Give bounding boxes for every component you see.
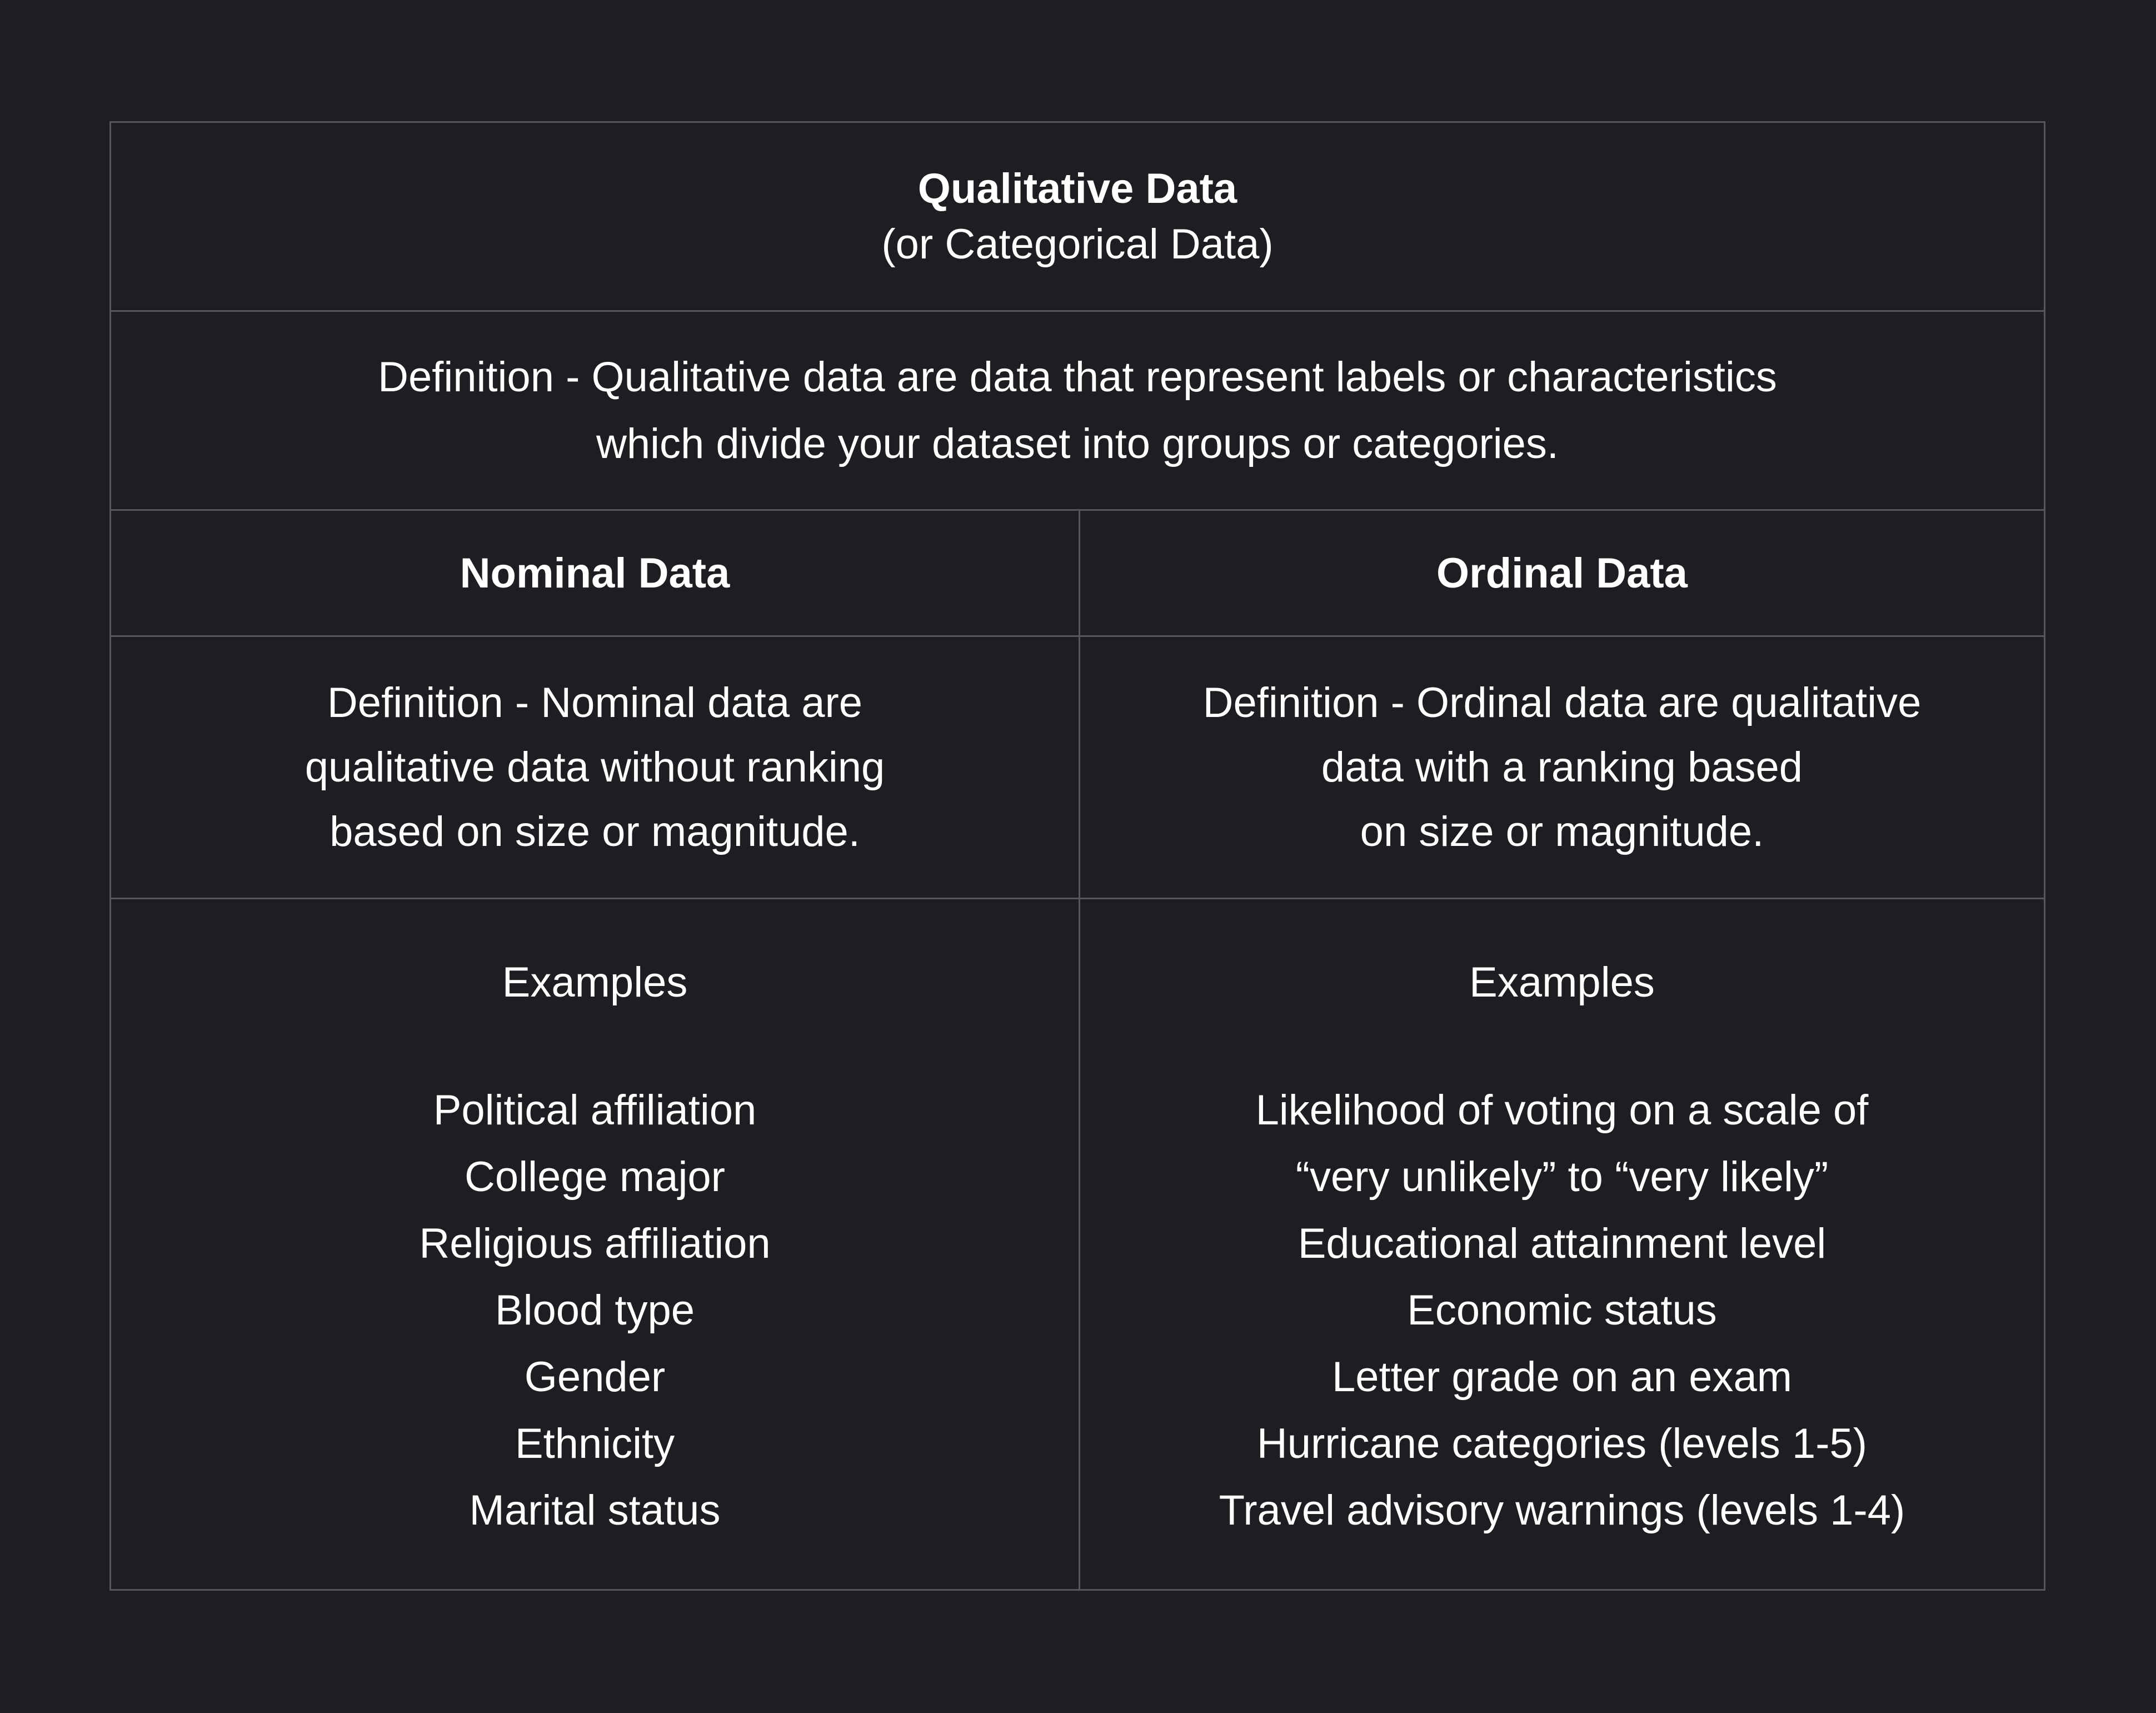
nominal-definition-line: qualitative data without ranking bbox=[305, 743, 885, 791]
list-item: Travel advisory warnings (levels 1-4) bbox=[1219, 1487, 1905, 1534]
list-item: Gender bbox=[524, 1353, 666, 1401]
definition-line: which divide your dataset into groups or categories. bbox=[596, 420, 1559, 467]
nominal-definition-line: based on size or magnitude. bbox=[330, 808, 860, 855]
list-item: College major bbox=[465, 1153, 725, 1201]
nominal-examples bbox=[111, 899, 1079, 1589]
nominal-definition bbox=[111, 637, 1079, 898]
ordinal-definition bbox=[1080, 637, 2044, 898]
list-item: Letter grade on an exam bbox=[1331, 1353, 1793, 1401]
nominal-heading-cell bbox=[111, 511, 1079, 635]
table-subtitle: (or Categorical Data) bbox=[881, 220, 1274, 268]
ordinal-heading-cell bbox=[1080, 511, 2044, 635]
table-title: Qualitative Data bbox=[917, 165, 1237, 212]
ordinal-examples-heading: Examples bbox=[1469, 959, 1655, 1006]
nominal-examples-list bbox=[419, 1077, 770, 1544]
list-item: Economic status bbox=[1407, 1287, 1717, 1334]
ordinal-examples-list bbox=[1219, 1077, 1905, 1544]
list-item: Blood type bbox=[495, 1287, 695, 1334]
list-item: Political affiliation bbox=[433, 1087, 757, 1134]
nominal-examples-heading: Examples bbox=[502, 959, 688, 1006]
list-item: Educational attainment level bbox=[1297, 1220, 1826, 1267]
list-item: “very unlikely” to “very likely” bbox=[1295, 1153, 1829, 1201]
list-item: Ethnicity bbox=[515, 1420, 675, 1467]
nominal-heading: Nominal Data bbox=[460, 549, 730, 597]
list-item: Religious affiliation bbox=[419, 1220, 771, 1267]
definition-line: Definition - Qualitative data are data that represent labels or characteristics bbox=[378, 353, 1777, 401]
table-header bbox=[111, 123, 2044, 310]
ordinal-definition-line: Definition - Ordinal data are qualitative bbox=[1202, 679, 1922, 726]
ordinal-examples bbox=[1080, 899, 2044, 1589]
ordinal-definition-line: on size or magnitude. bbox=[1360, 808, 1764, 855]
nominal-definition-line: Definition - Nominal data are bbox=[327, 679, 863, 726]
ordinal-definition-line: data with a ranking based bbox=[1321, 743, 1803, 791]
list-item: Hurricane categories (levels 1-5) bbox=[1256, 1420, 1868, 1467]
qualitative-data-table bbox=[109, 121, 2045, 1591]
list-item: Likelihood of voting on a scale of bbox=[1255, 1087, 1869, 1134]
ordinal-heading: Ordinal Data bbox=[1436, 549, 1688, 597]
qualitative-definition bbox=[111, 312, 2044, 509]
list-item: Marital status bbox=[469, 1487, 721, 1534]
